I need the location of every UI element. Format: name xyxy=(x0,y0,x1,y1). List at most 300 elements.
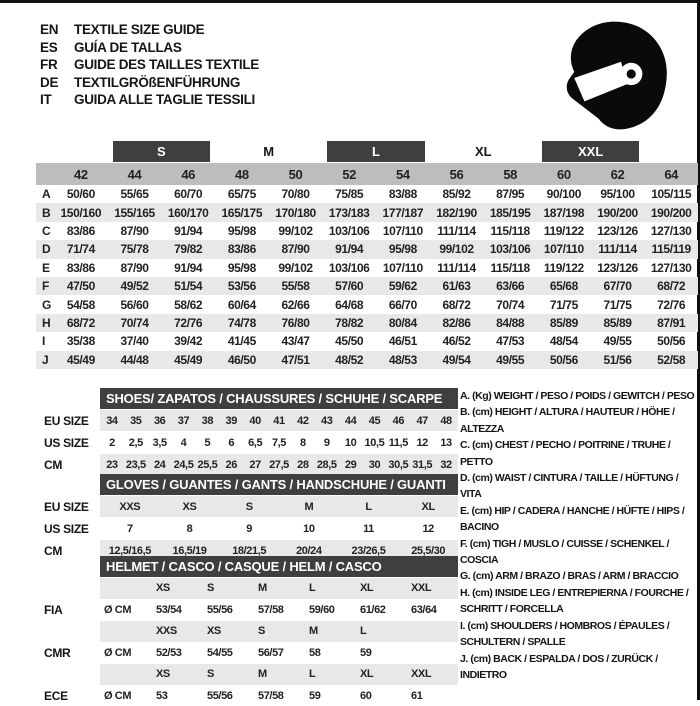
helmet-size-cell: XXL xyxy=(407,578,458,599)
size-value-cell: 65/68 xyxy=(537,277,591,295)
value-cell: 12 xyxy=(410,432,434,453)
value-cell: M xyxy=(279,496,339,517)
size-row-b xyxy=(36,203,698,221)
value-cell: 27 xyxy=(243,454,267,475)
standard-label-fia: FIA xyxy=(38,600,100,621)
size-value-cell: 87/90 xyxy=(108,259,162,277)
size-value-cell: 55/65 xyxy=(108,185,162,203)
row-letter: D xyxy=(36,240,54,258)
value-cell: 34 xyxy=(100,410,124,431)
row-label: EU SIZE xyxy=(38,496,100,517)
size-value-cell: 56/60 xyxy=(108,295,162,313)
size-value-cell: 87/91 xyxy=(644,314,698,332)
value-cell: 2 xyxy=(100,432,124,453)
size-group-label-l: L xyxy=(327,141,424,162)
size-value-cell: 155/165 xyxy=(108,203,162,221)
size-header-cell: 42 xyxy=(54,163,108,185)
legend-item: E. (cm) HIP / CADERA / HANCHE / HÜFTE / HIPS / BACINO xyxy=(460,503,698,536)
row-label: CM xyxy=(38,540,100,561)
value-cell: 10 xyxy=(279,518,339,539)
value-cell: 30 xyxy=(363,454,387,475)
helmet-value-cell: 60 xyxy=(356,686,407,706)
size-header-cell: 46 xyxy=(161,163,215,185)
helmet-value-row xyxy=(38,643,458,664)
size-value-cell: 51/54 xyxy=(161,277,215,295)
helmet-rows xyxy=(38,578,458,706)
size-value-cell: 80/84 xyxy=(376,314,430,332)
helmet-value-cell: 53/54 xyxy=(152,600,203,621)
value-cell: 23/26,5 xyxy=(339,540,399,561)
size-value-cell: 115/118 xyxy=(483,259,537,277)
size-value-cell: 50/56 xyxy=(537,351,591,369)
helmet-size-cell: S xyxy=(203,664,254,685)
language-row xyxy=(40,56,259,74)
value-cell: 24 xyxy=(148,454,172,475)
size-value-cell: 107/110 xyxy=(376,222,430,240)
size-value-cell: 65/75 xyxy=(215,185,269,203)
size-value-cell: 165/175 xyxy=(215,203,269,221)
size-value-cell: 71/75 xyxy=(537,295,591,313)
helmet-value-cell: 57/58 xyxy=(254,600,305,621)
size-value-cell: 49/54 xyxy=(430,351,484,369)
size-value-cell: 63/66 xyxy=(483,277,537,295)
row-values xyxy=(100,518,458,539)
legend-item: D. (cm) WAIST / CINTURA / TAILLE / HÜFTUNG / VITA xyxy=(460,470,698,503)
size-value-cell: 75/78 xyxy=(108,240,162,258)
value-cell: 9 xyxy=(219,518,279,539)
diameter-unit-label: Ø CM xyxy=(100,686,152,706)
value-cell: 7 xyxy=(100,518,160,539)
size-value-cell: 71/74 xyxy=(54,240,108,258)
measurement-legend xyxy=(460,388,698,683)
size-group-row xyxy=(36,141,698,162)
value-cell: 24,5 xyxy=(172,454,196,475)
measure-row xyxy=(38,410,458,431)
size-value-cell: 119/122 xyxy=(537,259,591,277)
row-letter: F xyxy=(36,277,54,295)
gloves-header-bar: GLOVES / GUANTES / GANTS / HANDSCHUHE / GUANTI xyxy=(100,474,458,495)
value-cell: 42 xyxy=(291,410,315,431)
helmet-size-cell: XS xyxy=(152,578,203,599)
size-value-cell: 68/72 xyxy=(430,295,484,313)
size-value-cell: 119/122 xyxy=(537,222,591,240)
language-row xyxy=(40,74,259,92)
row-letter: I xyxy=(36,332,54,350)
value-cell: S xyxy=(219,496,279,517)
size-value-cell: 83/86 xyxy=(54,259,108,277)
value-cell: 37 xyxy=(172,410,196,431)
helmet-value-cell: 53 xyxy=(152,686,203,706)
language-title: GUÍA DE TALLAS xyxy=(74,40,182,55)
value-cell: 35 xyxy=(124,410,148,431)
size-value-cell: 71/75 xyxy=(591,295,645,313)
size-row-j xyxy=(36,351,698,369)
top-border-line xyxy=(0,0,700,3)
size-value-cell: 37/40 xyxy=(108,332,162,350)
size-header-cell: 60 xyxy=(537,163,591,185)
size-header-corner xyxy=(36,163,54,185)
size-value-cell: 123/126 xyxy=(591,259,645,277)
size-value-cell: 50/60 xyxy=(54,185,108,203)
value-cell: 44 xyxy=(339,410,363,431)
helmet-value-row xyxy=(38,600,458,621)
size-value-cell: 177/187 xyxy=(376,203,430,221)
size-value-cell: 105/115 xyxy=(644,185,698,203)
size-value-cell: 115/118 xyxy=(483,222,537,240)
helmet-value-cell: 59/60 xyxy=(305,600,356,621)
size-value-cell: 111/114 xyxy=(430,222,484,240)
language-code: ES xyxy=(40,40,74,55)
size-header-cell: 50 xyxy=(269,163,323,185)
helmet-size-cell: M xyxy=(254,578,305,599)
helmet-size-values xyxy=(100,664,458,685)
size-value-cell: 170/180 xyxy=(269,203,323,221)
size-value-cell: 91/94 xyxy=(161,259,215,277)
size-value-cell: 60/64 xyxy=(215,295,269,313)
helmet-size-cell: XS xyxy=(152,664,203,685)
value-cell: 8 xyxy=(291,432,315,453)
helmet-values xyxy=(100,600,458,621)
helmet-values xyxy=(100,686,458,706)
value-cell: 6,5 xyxy=(243,432,267,453)
language-code: DE xyxy=(40,75,74,90)
diameter-unit-label: Ø CM xyxy=(100,600,152,621)
helmet-value-cell: 63/64 xyxy=(407,600,458,621)
size-value-cell: 35/38 xyxy=(54,332,108,350)
row-label: EU SIZE xyxy=(38,410,100,431)
size-value-cell: 85/89 xyxy=(591,314,645,332)
value-cell: 25,5 xyxy=(195,454,219,475)
empty-cell xyxy=(100,621,152,642)
size-value-cell: 83/88 xyxy=(376,185,430,203)
size-value-cell: 79/82 xyxy=(161,240,215,258)
value-cell: 41 xyxy=(267,410,291,431)
size-value-cell: 107/110 xyxy=(537,240,591,258)
size-group-label-s: S xyxy=(113,141,210,162)
value-cell: 48 xyxy=(434,410,458,431)
size-row-c xyxy=(36,222,698,240)
size-value-cell: 95/98 xyxy=(215,259,269,277)
size-value-cell: 49/55 xyxy=(591,332,645,350)
size-value-cell: 62/66 xyxy=(269,295,323,313)
helmet-size-cell: L xyxy=(356,621,407,642)
row-label: US SIZE xyxy=(38,432,100,453)
size-value-cell: 53/56 xyxy=(215,277,269,295)
size-value-cell: 99/102 xyxy=(430,240,484,258)
size-value-cell: 91/94 xyxy=(322,240,376,258)
measure-row xyxy=(38,454,458,475)
size-value-cell: 187/198 xyxy=(537,203,591,221)
measure-row xyxy=(38,496,458,517)
language-title: GUIDE DES TAILLES TEXTILE xyxy=(74,57,259,72)
size-group-label-xl: XL xyxy=(430,141,537,162)
value-cell: 26 xyxy=(219,454,243,475)
value-cell: 5 xyxy=(195,432,219,453)
size-value-cell: 67/70 xyxy=(591,277,645,295)
language-title: TEXTILGRÖßENFÜHRUNG xyxy=(74,75,240,90)
size-value-cell: 95/98 xyxy=(376,240,430,258)
size-value-cell: 72/76 xyxy=(161,314,215,332)
size-value-cell: 60/70 xyxy=(161,185,215,203)
size-row-i xyxy=(36,332,698,350)
size-value-cell: 61/63 xyxy=(430,277,484,295)
size-value-cell: 45/49 xyxy=(54,351,108,369)
size-value-cell: 127/130 xyxy=(644,222,698,240)
value-cell: 27,5 xyxy=(267,454,291,475)
shoes-rows xyxy=(38,410,458,475)
helmet-value-cell: 56/57 xyxy=(254,643,305,664)
size-header-cell: 64 xyxy=(644,163,698,185)
value-cell: 43 xyxy=(315,410,339,431)
helmet-size-cell: M xyxy=(305,621,356,642)
row-label-empty xyxy=(38,578,100,599)
empty-cell xyxy=(100,578,152,599)
helmet-size-cell: XXL xyxy=(407,664,458,685)
size-value-cell: 103/106 xyxy=(322,259,376,277)
shoes-section xyxy=(38,388,458,475)
size-value-cell: 72/76 xyxy=(644,295,698,313)
helmet-size-row xyxy=(38,578,458,599)
helmet-value-cell: 61 xyxy=(407,686,458,706)
size-header-cell: 52 xyxy=(322,163,376,185)
size-value-cell: 91/94 xyxy=(161,222,215,240)
size-value-cell: 111/114 xyxy=(591,240,645,258)
size-value-cell: 55/58 xyxy=(269,277,323,295)
legend-item: J. (cm) BACK / ESPALDA / DOS / ZURÜCK / INDIETRO xyxy=(460,651,698,684)
size-row-e xyxy=(36,259,698,277)
value-cell: 28 xyxy=(291,454,315,475)
size-value-cell: 46/52 xyxy=(430,332,484,350)
row-label-empty xyxy=(38,621,100,642)
size-group-label-m: M xyxy=(215,141,322,162)
size-header-cell: 48 xyxy=(215,163,269,185)
size-value-cell: 43/47 xyxy=(269,332,323,350)
size-value-cell: 99/102 xyxy=(269,222,323,240)
helmet-value-cell: 55/56 xyxy=(203,600,254,621)
row-letter: J xyxy=(36,351,54,369)
size-value-cell: 190/200 xyxy=(644,203,698,221)
value-cell: 47 xyxy=(410,410,434,431)
value-cell: 28,5 xyxy=(315,454,339,475)
legend-item: A. (Kg) WEIGHT / PESO / POIDS / GEWITCH / PESO xyxy=(460,388,698,404)
size-header-cell: 58 xyxy=(483,163,537,185)
value-cell: 38 xyxy=(195,410,219,431)
size-value-cell: 103/106 xyxy=(483,240,537,258)
helmet-values xyxy=(100,643,458,664)
value-cell: 3,5 xyxy=(148,432,172,453)
helmet-size-cell: XL xyxy=(356,578,407,599)
row-label-empty xyxy=(38,664,100,685)
size-value-cell: 45/49 xyxy=(161,351,215,369)
size-value-cell: 59/62 xyxy=(376,277,430,295)
size-header-cell: 56 xyxy=(430,163,484,185)
size-value-cell: 82/86 xyxy=(430,314,484,332)
size-header-cell: 54 xyxy=(376,163,430,185)
size-row-d xyxy=(36,240,698,258)
legend-item: C. (cm) CHEST / PECHO / POITRINE / TRUHE / PETTO xyxy=(460,437,698,470)
helmet-size-values xyxy=(100,621,458,642)
size-value-cell: 46/51 xyxy=(376,332,430,350)
row-values xyxy=(100,432,458,453)
standard-label-cmr: CMR xyxy=(38,643,100,664)
value-cell: 7,5 xyxy=(267,432,291,453)
language-code: EN xyxy=(40,22,74,37)
helmet-value-row xyxy=(38,686,458,706)
value-cell: 39 xyxy=(219,410,243,431)
legend-item: H. (cm) INSIDE LEG / ENTREPIERNA / FOURCHE / SCHRITT / FORCELLA xyxy=(460,585,698,618)
value-cell: 10 xyxy=(339,432,363,453)
value-cell: 16,5/19 xyxy=(160,540,220,561)
size-value-cell: 52/58 xyxy=(644,351,698,369)
size-value-cell: 185/195 xyxy=(483,203,537,221)
value-cell: 2,5 xyxy=(124,432,148,453)
value-cell: 46 xyxy=(386,410,410,431)
gloves-rows xyxy=(38,496,458,561)
row-letter: C xyxy=(36,222,54,240)
size-value-cell: 87/90 xyxy=(269,240,323,258)
shoes-header-bar: SHOES/ ZAPATOS / CHAUSSURES / SCHUHE / SCARPE xyxy=(100,388,458,409)
value-cell: 20/24 xyxy=(279,540,339,561)
value-cell: 36 xyxy=(148,410,172,431)
helmet-value-cell: 58 xyxy=(305,643,356,664)
value-cell: XXS xyxy=(100,496,160,517)
size-value-cell: 173/183 xyxy=(322,203,376,221)
size-value-cell: 46/50 xyxy=(215,351,269,369)
legend-item: G. (cm) ARM / BRAZO / BRAS / ARM / BRACCIO xyxy=(460,568,698,584)
value-cell: 23 xyxy=(100,454,124,475)
helmet-value-cell: 52/53 xyxy=(152,643,203,664)
size-value-cell: 95/98 xyxy=(215,222,269,240)
size-value-cell: 127/130 xyxy=(644,259,698,277)
size-value-cell: 70/80 xyxy=(269,185,323,203)
size-row-g xyxy=(36,295,698,313)
size-value-cell: 90/100 xyxy=(537,185,591,203)
legend-item: I. (cm) SHOULDERS / HOMBROS / ÉPAULES / SCHULTERN / SPALLE xyxy=(460,618,698,651)
value-cell: 18/21,5 xyxy=(219,540,279,561)
size-value-cell: 87/95 xyxy=(483,185,537,203)
size-value-cell: 83/86 xyxy=(54,222,108,240)
size-header-cell: 44 xyxy=(108,163,162,185)
legend-item: B. (cm) HEIGHT / ALTURA / HAUTEUR / HÖHE / ALTEZZA xyxy=(460,404,698,437)
helmet-size-cell: S xyxy=(254,621,305,642)
value-cell: 6 xyxy=(219,432,243,453)
size-value-cell: 49/55 xyxy=(483,351,537,369)
value-cell: 31,5 xyxy=(410,454,434,475)
size-value-cell: 99/102 xyxy=(269,259,323,277)
size-value-cell: 83/86 xyxy=(215,240,269,258)
value-cell: 40 xyxy=(243,410,267,431)
size-value-cell: 182/190 xyxy=(430,203,484,221)
size-value-cell: 47/53 xyxy=(483,332,537,350)
language-title: TEXTILE SIZE GUIDE xyxy=(74,22,204,37)
size-value-cell: 48/54 xyxy=(537,332,591,350)
row-letter: B xyxy=(36,203,54,221)
value-cell: 45 xyxy=(363,410,387,431)
language-row xyxy=(40,91,259,109)
value-cell: L xyxy=(339,496,399,517)
size-value-cell: 64/68 xyxy=(322,295,376,313)
size-value-cell: 44/48 xyxy=(108,351,162,369)
value-cell: 13 xyxy=(434,432,458,453)
row-letter: G xyxy=(36,295,54,313)
helmet-value-cell: 59 xyxy=(356,643,407,664)
size-value-cell: 115/119 xyxy=(644,240,698,258)
value-cell: 12,5/16,5 xyxy=(100,540,160,561)
helmet-size-cell: XS xyxy=(203,621,254,642)
row-letter: H xyxy=(36,314,54,332)
value-cell: 11,5 xyxy=(386,432,410,453)
size-value-cell: 47/50 xyxy=(54,277,108,295)
language-code: IT xyxy=(40,92,74,107)
helmet-size-cell: XXS xyxy=(152,621,203,642)
helmet-size-cell: S xyxy=(203,578,254,599)
size-value-cell: 50/56 xyxy=(644,332,698,350)
size-value-cell: 85/92 xyxy=(430,185,484,203)
helmet-section xyxy=(38,556,458,706)
size-row-a xyxy=(36,185,698,203)
helmet-size-row xyxy=(38,621,458,642)
value-cell: 25,5/30 xyxy=(398,540,458,561)
size-value-cell: 68/72 xyxy=(644,277,698,295)
value-cell: 29 xyxy=(339,454,363,475)
helmet-size-cell: L xyxy=(305,578,356,599)
size-table-body xyxy=(36,185,698,369)
value-cell: 32 xyxy=(434,454,458,475)
size-value-cell: 70/74 xyxy=(483,295,537,313)
size-value-cell: 45/50 xyxy=(322,332,376,350)
language-title: GUIDA ALLE TAGLIE TESSILI xyxy=(74,92,255,107)
size-value-cell: 57/60 xyxy=(322,277,376,295)
measure-row xyxy=(38,432,458,453)
value-cell: XS xyxy=(160,496,220,517)
helmet-header-bar: HELMET / CASCO / CASQUE / HELM / CASCO xyxy=(100,556,458,577)
racing-helmet-icon xyxy=(558,14,680,138)
helmet-value-cell: 55/56 xyxy=(203,686,254,706)
size-header-cell: 62 xyxy=(591,163,645,185)
value-cell: 10,5 xyxy=(363,432,387,453)
size-group-label-xxl: XXL xyxy=(542,141,639,162)
size-value-cell: 58/62 xyxy=(161,295,215,313)
size-value-cell: 87/90 xyxy=(108,222,162,240)
size-value-cell: 123/126 xyxy=(591,222,645,240)
standard-label-ece: ECE xyxy=(38,686,100,706)
size-value-cell: 39/42 xyxy=(161,332,215,350)
row-values xyxy=(100,410,458,431)
row-letter: A xyxy=(36,185,54,203)
value-cell: 4 xyxy=(172,432,196,453)
size-value-cell: 103/106 xyxy=(322,222,376,240)
empty-cell xyxy=(100,664,152,685)
size-row-h xyxy=(36,314,698,332)
size-value-cell: 150/160 xyxy=(54,203,108,221)
size-value-cell: 190/200 xyxy=(591,203,645,221)
row-values xyxy=(100,496,458,517)
size-header-row xyxy=(36,163,698,185)
row-letter: E xyxy=(36,259,54,277)
size-value-cell: 68/72 xyxy=(54,314,108,332)
size-value-cell: 54/58 xyxy=(54,295,108,313)
size-value-cell: 160/170 xyxy=(161,203,215,221)
size-value-cell: 48/52 xyxy=(322,351,376,369)
language-code: FR xyxy=(40,57,74,72)
value-cell: 8 xyxy=(160,518,220,539)
size-value-cell: 84/88 xyxy=(483,314,537,332)
legend-item: F. (cm) TIGH / MUSLO / CUISSE / SCHENKEL / COSCIA xyxy=(460,536,698,569)
helmet-value-cell: 61/62 xyxy=(356,600,407,621)
size-value-cell: 49/52 xyxy=(108,277,162,295)
size-value-cell: 48/53 xyxy=(376,351,430,369)
value-cell: 30,5 xyxy=(386,454,410,475)
